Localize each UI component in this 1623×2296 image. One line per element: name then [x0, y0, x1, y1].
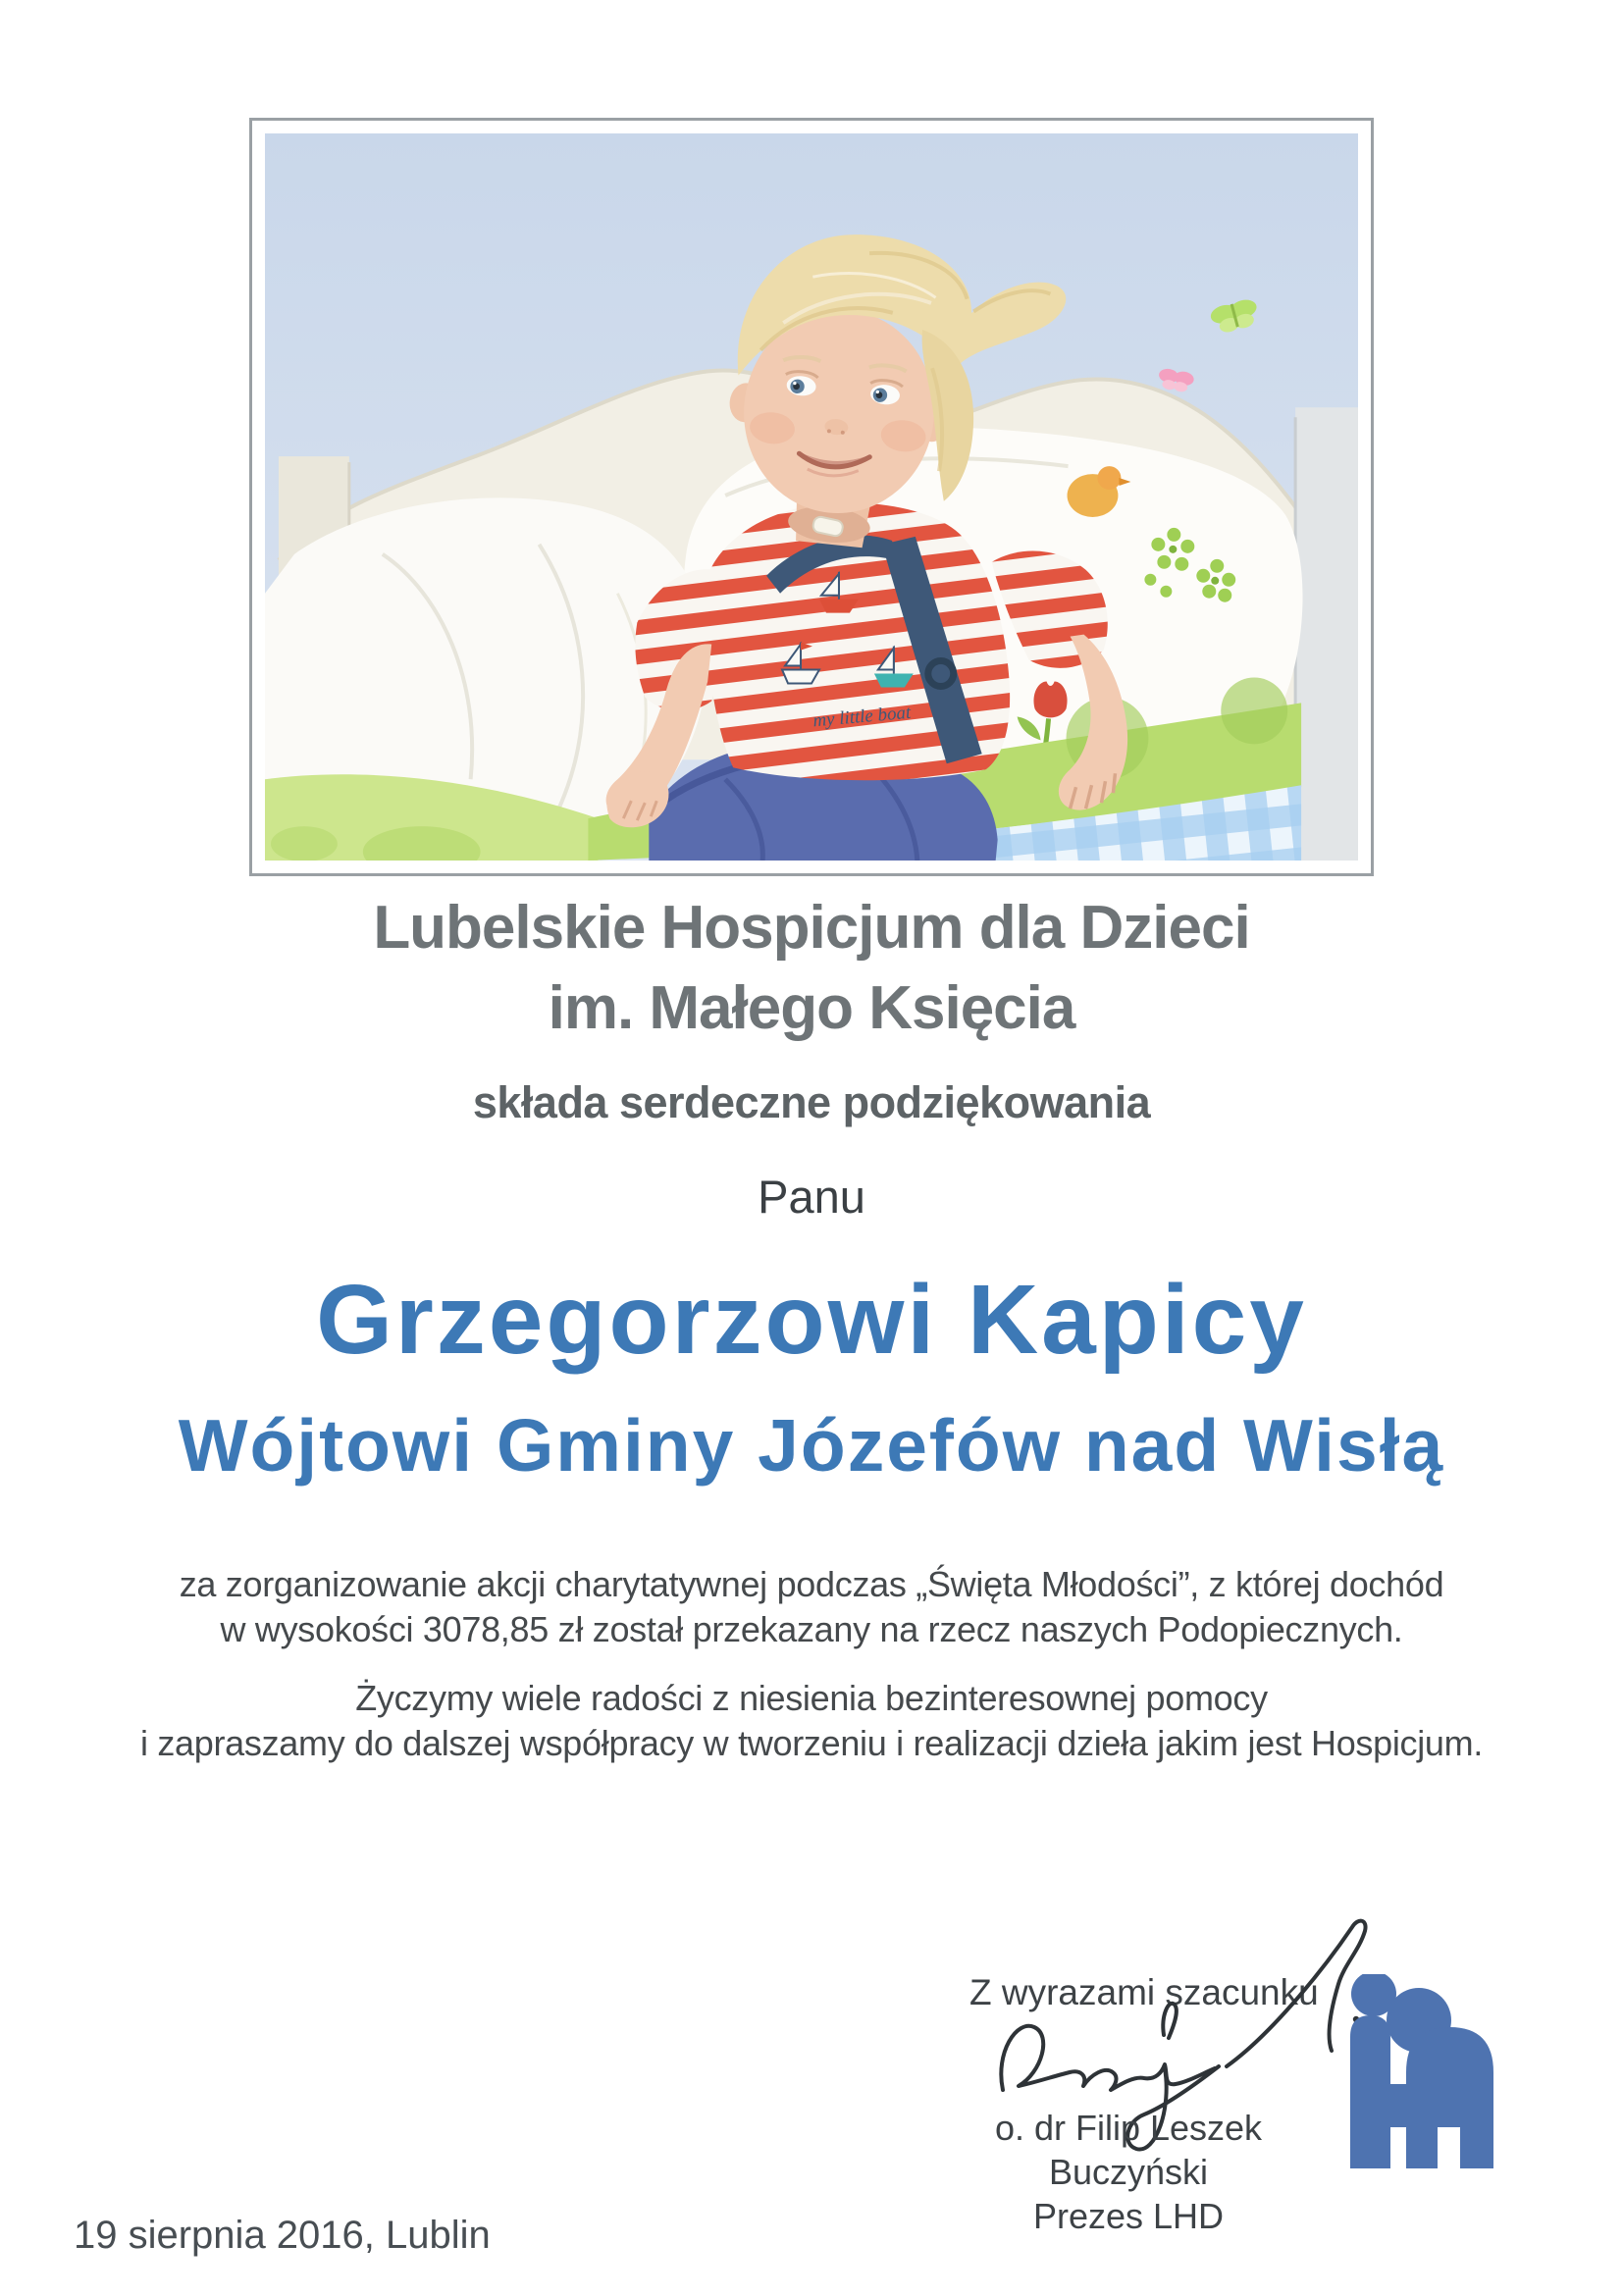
- body-paragraph-2-line1: Życzymy wiele radości z niesienia bezinteresownej pomocy: [355, 1678, 1268, 1718]
- salutation: Panu: [758, 1171, 865, 1223]
- body-paragraph-1-line2: w wysokości 3078,85 zł został przekazany na rzecz naszych Podopiecznych.: [220, 1609, 1403, 1649]
- organization-title-line2: im. Małego Księcia: [548, 974, 1075, 1042]
- body-paragraph-1-line1: za zorganizowanie akcji charytatywnej podczas „Święta Młodości”, z której dochód: [179, 1564, 1444, 1604]
- signer-name: o. dr Filip Leszek Buczyński: [994, 2108, 1263, 2192]
- closing-phrase: Z wyrazami szacunku: [969, 1972, 1319, 2012]
- body-paragraph-2-line2: i zapraszamy do dalszej współpracy w tworzeniu i realizacji dzieła jakim jest Hospicjum.: [139, 1723, 1484, 1763]
- organization-title: [0, 888, 1623, 1049]
- signer-title: Prezes LHD: [1032, 2196, 1225, 2236]
- organization-title-line1: Lubelskie Hospicjum dla Dzieci: [373, 894, 1250, 962]
- logo-child-body: [1350, 2015, 1390, 2168]
- shirt-script-text: my little boat: [812, 702, 913, 732]
- body-paragraph-2: [0, 1676, 1623, 1766]
- recipient-name: Grzegorzowi Kapicy: [316, 1265, 1307, 1375]
- logo-adult-body: [1406, 2027, 1493, 2168]
- recipient-title: Wójtowi Gminy Józefów nad Wisłą: [178, 1404, 1445, 1487]
- baby-photo-frame: [249, 118, 1374, 876]
- thanks-subtitle: składa serdeczne podziękowania: [472, 1077, 1151, 1127]
- baby-photo: [265, 133, 1358, 861]
- body-paragraph-1: [0, 1562, 1623, 1652]
- signer-block: [913, 2106, 1344, 2238]
- hospice-logo: [1347, 1974, 1493, 2174]
- date-and-place: 19 sierpnia 2016, Lublin: [74, 2214, 491, 2257]
